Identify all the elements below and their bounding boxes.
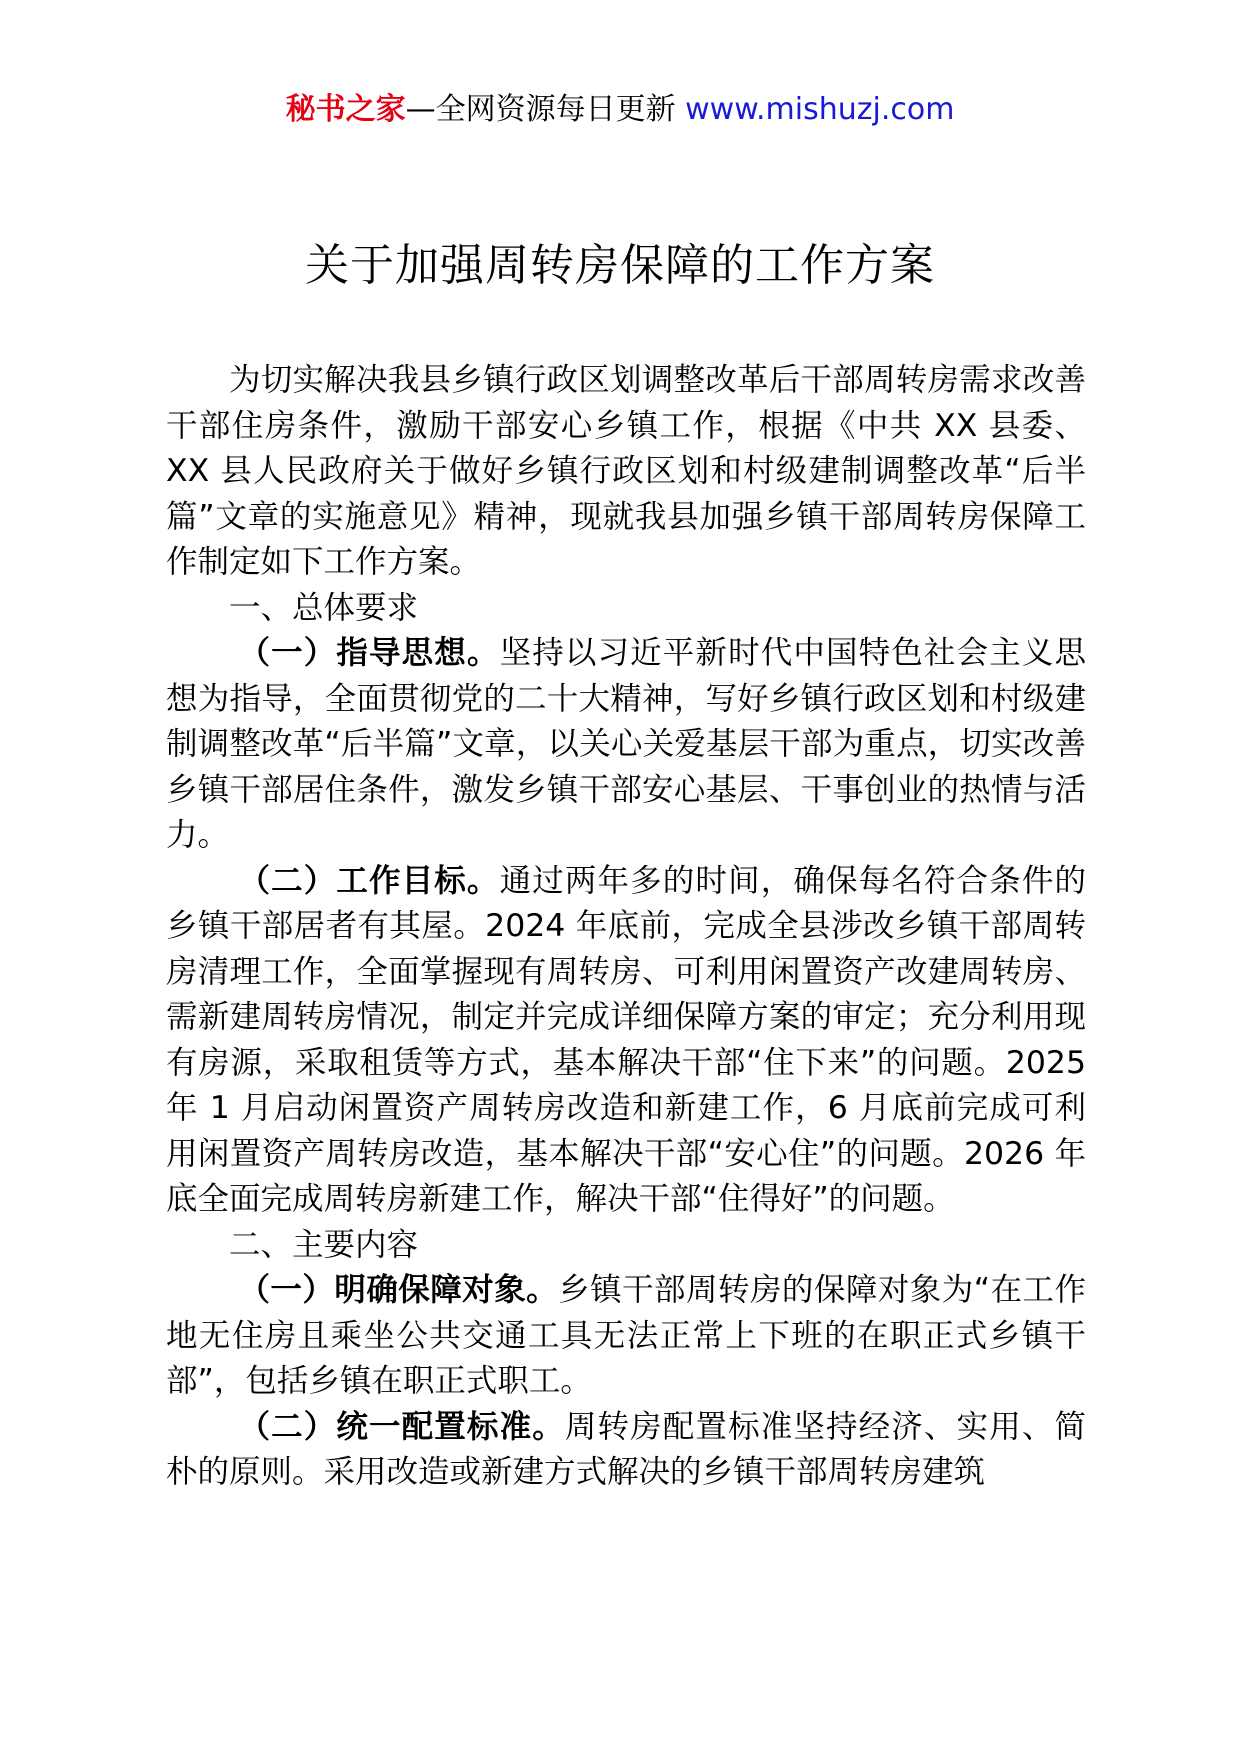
- document-title: 关于加强周转房保障的工作方案: [305, 240, 935, 291]
- paragraph-text: 乡镇干部周转房的保障对象为“在工作地无住房且乘坐公共交通工具无法正常上下班的在职正式乡镇干部”，包括乡镇在职正式职工。: [166, 1272, 1086, 1399]
- work-goal-paragraph: [166, 859, 1086, 1223]
- target-group-paragraph: [166, 1268, 1086, 1405]
- section-heading: 二、主要内容: [229, 1226, 419, 1263]
- paragraph-label: （一）明确保障对象。: [238, 1272, 559, 1308]
- paragraph-text: 通过两年多的时间，确保每名符合条件的乡镇干部居者有其屋。2024 年底前，完成全县涉改乡镇干部周转房清理工作，全面掌握现有周转房、可利用闲置资产改建周转房、需新建周转房情况，制定并完成详细保障方案的审定；充分利用现有房源，采取租赁等方式，基本解决干部“住下来”的问题。2025 年 1 月启动闲置资产周转房改造和新建工作，6 月底前完成可利用闲置资产周转房改造，基本解决干部“安心住”的问题。2026 年底全面完成周转房新建工作，解决干部“住得好”的问题。: [166, 862, 1086, 1217]
- paragraph-label: （一）指导思想。: [238, 635, 500, 671]
- document-body: [166, 358, 1086, 1496]
- paragraph-text: 坚持以习近平新时代中国特色社会主义思想为指导，全面贯彻党的二十大精神，写好乡镇行政区划和村级建制调整改革“后半篇”文章，以关心关爱基层干部为重点，切实改善乡镇干部居住条件，激发乡镇干部安心基层、干事创业的热情与活力。: [166, 635, 1086, 853]
- site-tagline: —全网资源每日更新: [405, 92, 686, 127]
- brand-name: 秘书之家: [285, 92, 406, 127]
- paragraph-label: （二）工作目标。: [238, 862, 500, 899]
- section-heading: 一、总体要求: [229, 589, 419, 626]
- paragraph-text: 周转房配置标准坚持经济、实用、简朴的原则。采用改造或新建方式解决的乡镇干部周转房建筑: [166, 1408, 1086, 1490]
- config-standard-paragraph: [166, 1405, 1086, 1496]
- guiding-thought-paragraph: [166, 631, 1086, 859]
- site-url-link[interactable]: www.mishuzj.com: [685, 92, 955, 127]
- site-banner: [0, 90, 1240, 130]
- paragraph-label: （二）统一配置标准。: [238, 1408, 565, 1445]
- intro-paragraph: 为切实解决我县乡镇行政区划调整改革后干部周转房需求改善干部住房条件，激励干部安心乡镇工作，根据《中共 XX 县委、XX 县人民政府关于做好乡镇行政区划和村级建制调整改革“后半篇”文章的实施意见》精神，现就我县加强乡镇干部周转房保障工作制定如下工作方案。: [166, 362, 1086, 580]
